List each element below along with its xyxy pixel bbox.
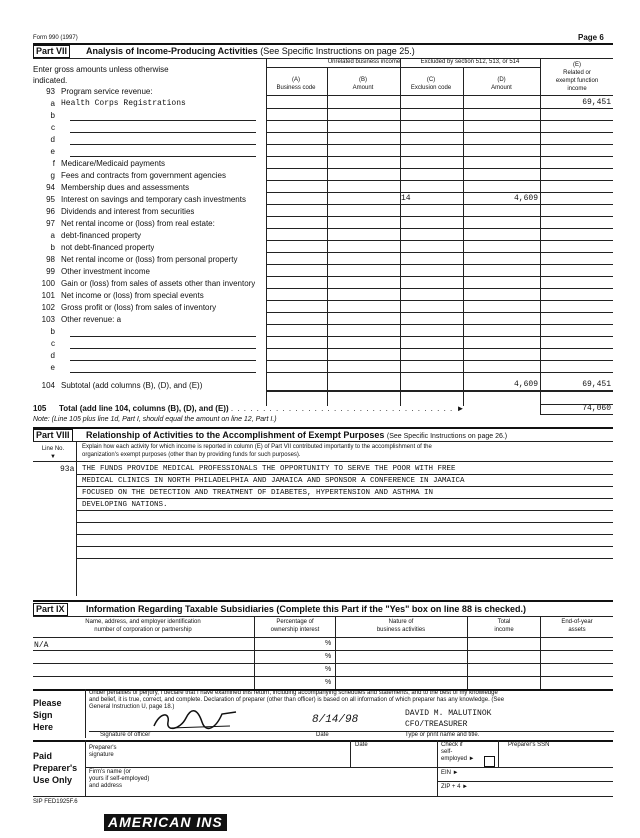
row-rule: [266, 288, 613, 289]
line-number: 103: [41, 315, 55, 324]
part8-line-ref: 93a: [60, 465, 75, 474]
line-no-header: Line No. ▼: [41, 446, 65, 460]
line-label: Program service revenue:: [61, 87, 153, 96]
blank-entry-line: [70, 120, 256, 121]
row-rule: [266, 324, 613, 325]
part8-text-line: THE FUNDS PROVIDE MEDICAL PROFESSIONALS THE OPPORTUNITY TO SERVE THE POOR WITH FREE: [82, 465, 456, 473]
percent-sign: %: [325, 653, 332, 660]
col-b-header: (B) Amount: [352, 77, 374, 91]
part8-text-line: DEVELOPING NATIONS.: [82, 501, 168, 509]
row-rule: [266, 312, 613, 313]
preparer-ssn-label: Preparer's SSN: [508, 742, 550, 748]
line-number: a: [50, 99, 55, 108]
blank-entry-line: [70, 348, 256, 349]
part8-rule: [76, 534, 613, 535]
part7-intro: Enter gross amounts unless otherwise indicated.: [33, 65, 169, 85]
line-number: 100: [41, 279, 55, 288]
part9-col5: End-of-year assets: [561, 619, 593, 633]
line-number: d: [50, 351, 55, 360]
part8-label: Part VIII: [33, 429, 73, 442]
part9-col2: Percentage of ownership interest: [270, 619, 320, 633]
line-number: 98: [46, 255, 55, 264]
line-number: 96: [46, 207, 55, 216]
preparer-signature-label: Preparer's signature: [89, 745, 117, 758]
line-label: Medicare/Medicaid payments: [61, 159, 166, 168]
page-label: Page 6: [578, 33, 604, 42]
part9-rule: [33, 650, 613, 651]
line-number: c: [51, 339, 55, 348]
part9-label: Part IX: [33, 603, 68, 616]
form-label: Form 990 (1997): [33, 35, 78, 41]
amount-c: 14: [401, 194, 411, 203]
sig-caption: Signature of officer: [100, 732, 151, 738]
sign-here-label: Please Sign Here: [33, 698, 62, 732]
date-caption: Date: [316, 732, 329, 738]
line-label: Gross profit or (loss) from sales of inventory: [61, 303, 217, 312]
sign-date: 8/14/98: [312, 714, 359, 726]
line-number: b: [50, 327, 55, 336]
part8-rule: [76, 474, 613, 475]
blank-entry-line: [70, 372, 256, 373]
line-number: 93: [46, 87, 55, 96]
blank-entry-line: [70, 156, 256, 157]
part7-label: Part VII: [33, 45, 70, 58]
part9-rule: [33, 663, 613, 664]
line-number: e: [50, 363, 55, 372]
row-rule: [266, 216, 613, 217]
row-rule: [266, 228, 613, 229]
row-rule: [266, 120, 613, 121]
line-number: c: [51, 123, 55, 132]
line-105-value: 74,060: [582, 404, 611, 413]
part7-note: Note: (Line 105 plus line 1d, Part I, should equal the amount on line 12, Part I.): [33, 416, 277, 423]
row-rule: [266, 192, 613, 193]
line-number: 104: [41, 381, 55, 390]
percent-sign: %: [325, 640, 332, 647]
col-a-header: (A) Business code: [276, 77, 316, 91]
blank-entry-line: [70, 132, 256, 133]
part9-title: Information Regarding Taxable Subsidiaries (Complete this Part if the "Yes" box on line 88 is checked.): [86, 604, 526, 614]
blank-entry-line: [70, 336, 256, 337]
line-number: b: [50, 243, 55, 252]
part8-rule: [76, 486, 613, 487]
line-label: Dividends and interest from securities: [61, 207, 195, 216]
line-label: Gain or (loss) from sales of assets other than inventory: [61, 279, 256, 288]
row-rule: [266, 168, 613, 169]
part9-col1: Name, address, and employer identification number of corporation or partnership: [85, 619, 201, 633]
amount-d: 4,609: [513, 380, 538, 389]
line-label: Membership dues and assessments: [61, 183, 190, 192]
line-label: debt-financed property: [61, 231, 142, 240]
line-label: Net rental income or (loss) from personal property: [61, 255, 238, 264]
line-number: 101: [41, 291, 55, 300]
blank-entry-line: [70, 360, 256, 361]
line-number: 94: [46, 183, 55, 192]
row-rule: [266, 372, 613, 373]
firm-label: Firm's name (or yours if self-employed) and address: [89, 769, 150, 789]
part9-col3: Nature of business activities: [376, 619, 426, 633]
name-caption: Type or print name and title.: [405, 732, 480, 738]
self-employed-label: Check if self- employed ►: [441, 742, 475, 762]
part7-title: Analysis of Income-Producing Activities (See Specific Instructions on page 25.): [86, 46, 415, 56]
part8-rule: [76, 558, 613, 559]
part8-text-line: FOCUSED ON THE DETECTION AND TREATMENT OF DIABETES, HYPERTENSION AND ASTHMA IN: [82, 489, 434, 497]
row-rule: [266, 156, 613, 157]
line-label: Interest on savings and temporary cash investments: [61, 195, 246, 204]
amount-d: 4,609: [513, 194, 538, 203]
officer-title: CFO/TREASURER: [405, 720, 468, 729]
officer-name: DAVID M. MALUTINOK: [405, 709, 492, 718]
row-rule: [266, 108, 613, 109]
part8-explain: Explain how each activity for which income is reported in column (E) of Part VII contributed importantly to the accomplishment of the organization's exempt purposes (other than by providing funds for such purposes).: [82, 444, 432, 458]
part9-name-row1: N/A: [34, 641, 49, 650]
line-number: 102: [41, 303, 55, 312]
line-number: 95: [46, 195, 55, 204]
row-rule: [266, 360, 613, 361]
part8-rule: [76, 522, 613, 523]
line-number: 97: [46, 219, 55, 228]
line-label: Other investment income: [61, 267, 150, 276]
part9-col4: Total income: [494, 619, 514, 633]
col-d-header: (D) Amount: [491, 77, 512, 91]
row-rule: [266, 144, 613, 145]
percent-sign: %: [325, 666, 332, 673]
part8-rule: [76, 546, 613, 547]
row-rule: [266, 240, 613, 241]
penalty-statement: Under penalties of perjury, I declare that I have examined this return, including accompanying schedules and statements, and to the best of my knowledge and belief, it is true, correct, and complete. Declaration of preparer (other than officer) is based on all information of which preparer has any knowledge. (See General Instruction U, page 18.): [89, 690, 505, 710]
footer-code: SIP FED1925F.6: [33, 799, 78, 805]
part9-rule: [33, 676, 613, 677]
part8-rule: [76, 510, 613, 511]
line-label: Other revenue: a: [61, 315, 122, 324]
row-rule: [266, 276, 613, 277]
subtotal-rule: [266, 391, 613, 392]
row-rule: [266, 348, 613, 349]
line-label: Net income or (loss) from special events: [61, 291, 204, 300]
part8-title: Relationship of Activities to the Accomplishment of Exempt Purposes (See Specific Instructions on page 26.): [86, 430, 508, 440]
footer-brand-logo: AMERICAN INS: [104, 814, 227, 831]
line-label: Net rental income or (loss) from real estate:: [61, 219, 215, 228]
part8-text-line: MEDICAL CLINICS IN NORTH PHILADELPHIA AND JAMAICA AND SPONSOR A CONFERENCE IN JAMAICA: [82, 477, 465, 485]
line-number: e: [50, 147, 55, 156]
group-excluded: Excluded by section 512, 513, or 514: [420, 59, 520, 65]
line-105: 105 Total (add line 104, columns (B), (D), and (E)) . . . . . . . . . . . . . . . . . . . . . . . . . . . . . . . . . . . ►: [33, 404, 466, 413]
line-number: 99: [46, 267, 55, 276]
part8-rule: [76, 498, 613, 499]
amount-e: 69,451: [582, 380, 611, 389]
row-rule: [266, 252, 613, 253]
line-number: a: [50, 231, 55, 240]
ein-label: EIN ►: [441, 770, 459, 776]
percent-sign: %: [325, 679, 332, 686]
paid-preparer-label: Paid Preparer's Use Only: [33, 751, 78, 785]
row-rule: [266, 300, 613, 301]
line-number: b: [50, 111, 55, 120]
preparer-date-label: Date: [355, 742, 368, 748]
self-employed-checkbox[interactable]: [484, 756, 495, 767]
blank-entry-line: [70, 144, 256, 145]
col-e-header: (E) Related or exempt function income: [555, 62, 599, 92]
officer-signature: [150, 708, 240, 732]
line-label: Fees and contracts from government agencies: [61, 171, 226, 180]
line-label: Subtotal (add columns (B), (D), and (E)): [61, 381, 203, 390]
row-rule: [266, 180, 613, 181]
row-rule: [266, 336, 613, 337]
row-rule: [266, 132, 613, 133]
group-unrelated: Unrelated business income: [327, 59, 401, 65]
line-label: not debt-financed property: [61, 243, 155, 252]
amount-e: 69,451: [582, 98, 611, 107]
line-label: Health Corps Registrations: [61, 99, 186, 108]
line-number: g: [50, 171, 55, 180]
row-rule: [266, 204, 613, 205]
col-c-header: (C) Exclusion code: [410, 77, 452, 91]
zip-label: ZIP + 4 ►: [441, 784, 469, 790]
line-number: f: [52, 159, 55, 168]
line-number: d: [50, 135, 55, 144]
row-rule: [266, 264, 613, 265]
